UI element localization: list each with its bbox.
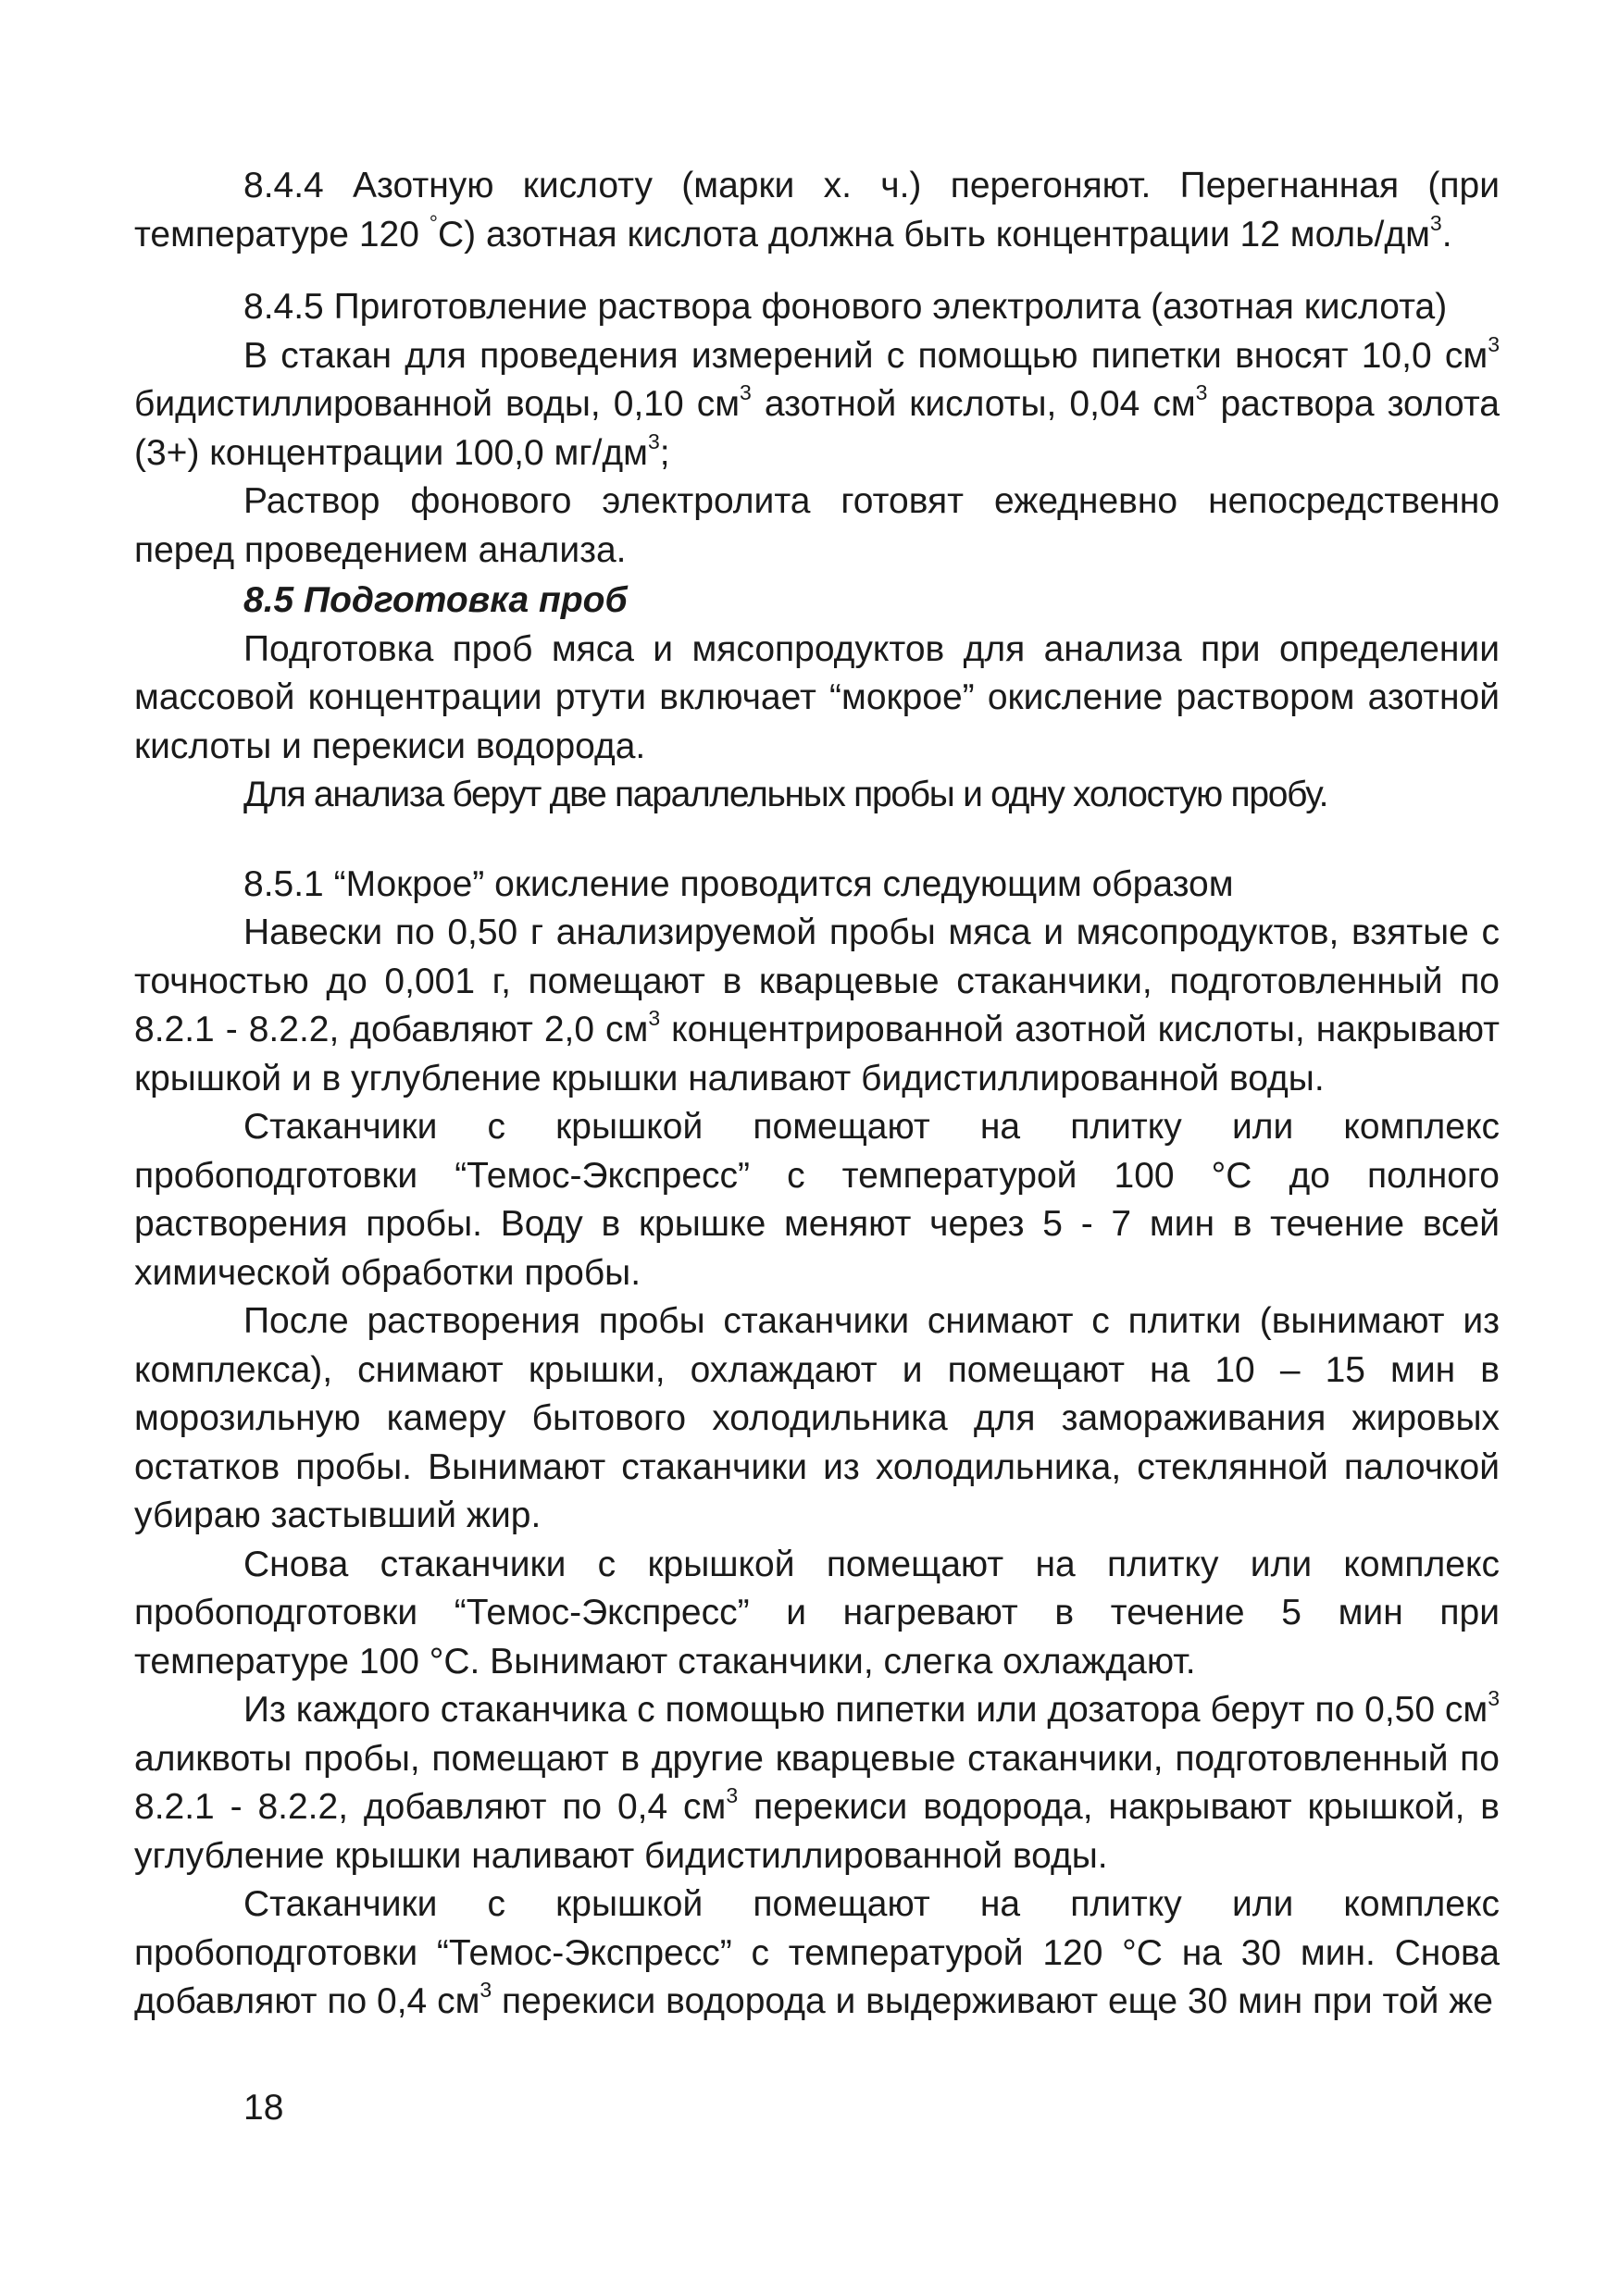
- degree-sign: °: [429, 210, 438, 235]
- paragraph-8-4-5: 8.4.5 Приготовление раствора фонового электролита (азотная кислота): [243, 287, 1448, 327]
- paragraph-fonovy-electrolyte-prep: В стакан для проведения измерений с помощью пипетки вносят 10,0 $см^3$ бидистиллированной воды, 0,10 $см^3$ азотной кислоты, 0,04 $см^3$ раствора золота (3+) концентрации 100,0 $мг/дм^3$;: [134, 331, 1500, 473]
- paragraph-8-4-4: 8.4.4 Азотную кислоту (марки х. ч.) перегоняют. Перегнанная (при температуре 120 °С) азотная кислота должна быть концентрации 12 моль/$дм^3$.: [134, 166, 1500, 254]
- paragraph-weighed-portions: Навески по 0,50 г анализируемой пробы мяса и мясопродуктов, взятые с точностью до 0,001 г, помещают в кварцевые стаканчики, подготовленный по 8.2.1 - 8.2.2, добавляют 2,0 $см^3$ концентрированной азотной кислоты, накрывают крышкой и в углубление крышки наливают бидистиллированной воды.: [134, 912, 1500, 1098]
- superscript: 3: [648, 1006, 661, 1030]
- superscript: 3: [1488, 1686, 1500, 1710]
- paragraph-daily-preparation: Раствор фонового электролита готовят ежедневно непосредственно перед проведением анализа.: [134, 481, 1500, 570]
- paragraph-heating-100: Стаканчики с крышкой помещают на плитку или комплекс пробоподготовки “Темос-Экспресс” с температурой 100 °С до полного растворения пробы. Воду в крышке меняют через 5 - 7 мин в течение всей химической обработки пробы.: [134, 1107, 1500, 1293]
- superscript: 3: [740, 380, 752, 404]
- paragraph-sample-preparation: Подготовка проб мяса и мясопродуктов для анализа при определении массовой концентрации ртути включает “мокрое” окисление раствором азотной кислоты и перекиси водорода.: [134, 628, 1500, 766]
- page-number: 18: [243, 2088, 284, 2128]
- superscript: 3: [479, 1978, 492, 2002]
- superscript: 3: [1429, 210, 1442, 235]
- document-page: [134, 162, 1500, 2027]
- superscript: 3: [648, 428, 660, 453]
- superscript: 3: [1488, 331, 1500, 356]
- paragraph-reheat: Снова стаканчики с крышкой помещают на плитку или комплекс пробоподготовки “Темос-Экспресс” и нагревают в течение 5 мин при температуре 100 °С. Вынимают стаканчики, слегка охлаждают.: [134, 1544, 1500, 1682]
- paragraph-8-5-1: 8.5.1 “Мокрое” окисление проводится следующим образом: [243, 863, 1234, 904]
- superscript: 3: [1195, 380, 1208, 404]
- section-heading-8-5: 8.5 Подготовка проб: [243, 580, 628, 620]
- paragraph-aliquot: Из каждого стаканчика с помощью пипетки или дозатора берут по 0,50 $см^3$ аликвоты пробы, помещают в другие кварцевые стаканчики, подготовленный по 8.2.1 - 8.2.2, добавляют по 0,4 $см^3$ перекиси водорода, накрывают крышкой, в углубление крышки наливают бидистиллированной воды.: [134, 1686, 1500, 1876]
- paragraph-parallel-samples: Для анализа берут две параллельных пробы и одну холостую пробу.: [243, 775, 1328, 814]
- paragraph-heating-120: Стаканчики с крышкой помещают на плитку или комплекс пробоподготовки “Темос-Экспресс” с температурой 120 °С на 30 мин. Снова добавляют по 0,4 $см^3$ перекиси водорода и выдерживают еще 30 мин при той же: [134, 1884, 1500, 2021]
- superscript: 3: [726, 1783, 739, 1807]
- paragraph-after-dissolution: После растворения пробы стаканчики снимают с плитки (вынимают из комплекса), снимают крышки, охлаждают и помещают на 10 – 15 мин в морозильную камеру бытового холодильника для замораживания жировых остатков пробы. Вынимают стаканчики из холодильника, стеклянной палочкой убираю застывший жир.: [134, 1301, 1500, 1535]
